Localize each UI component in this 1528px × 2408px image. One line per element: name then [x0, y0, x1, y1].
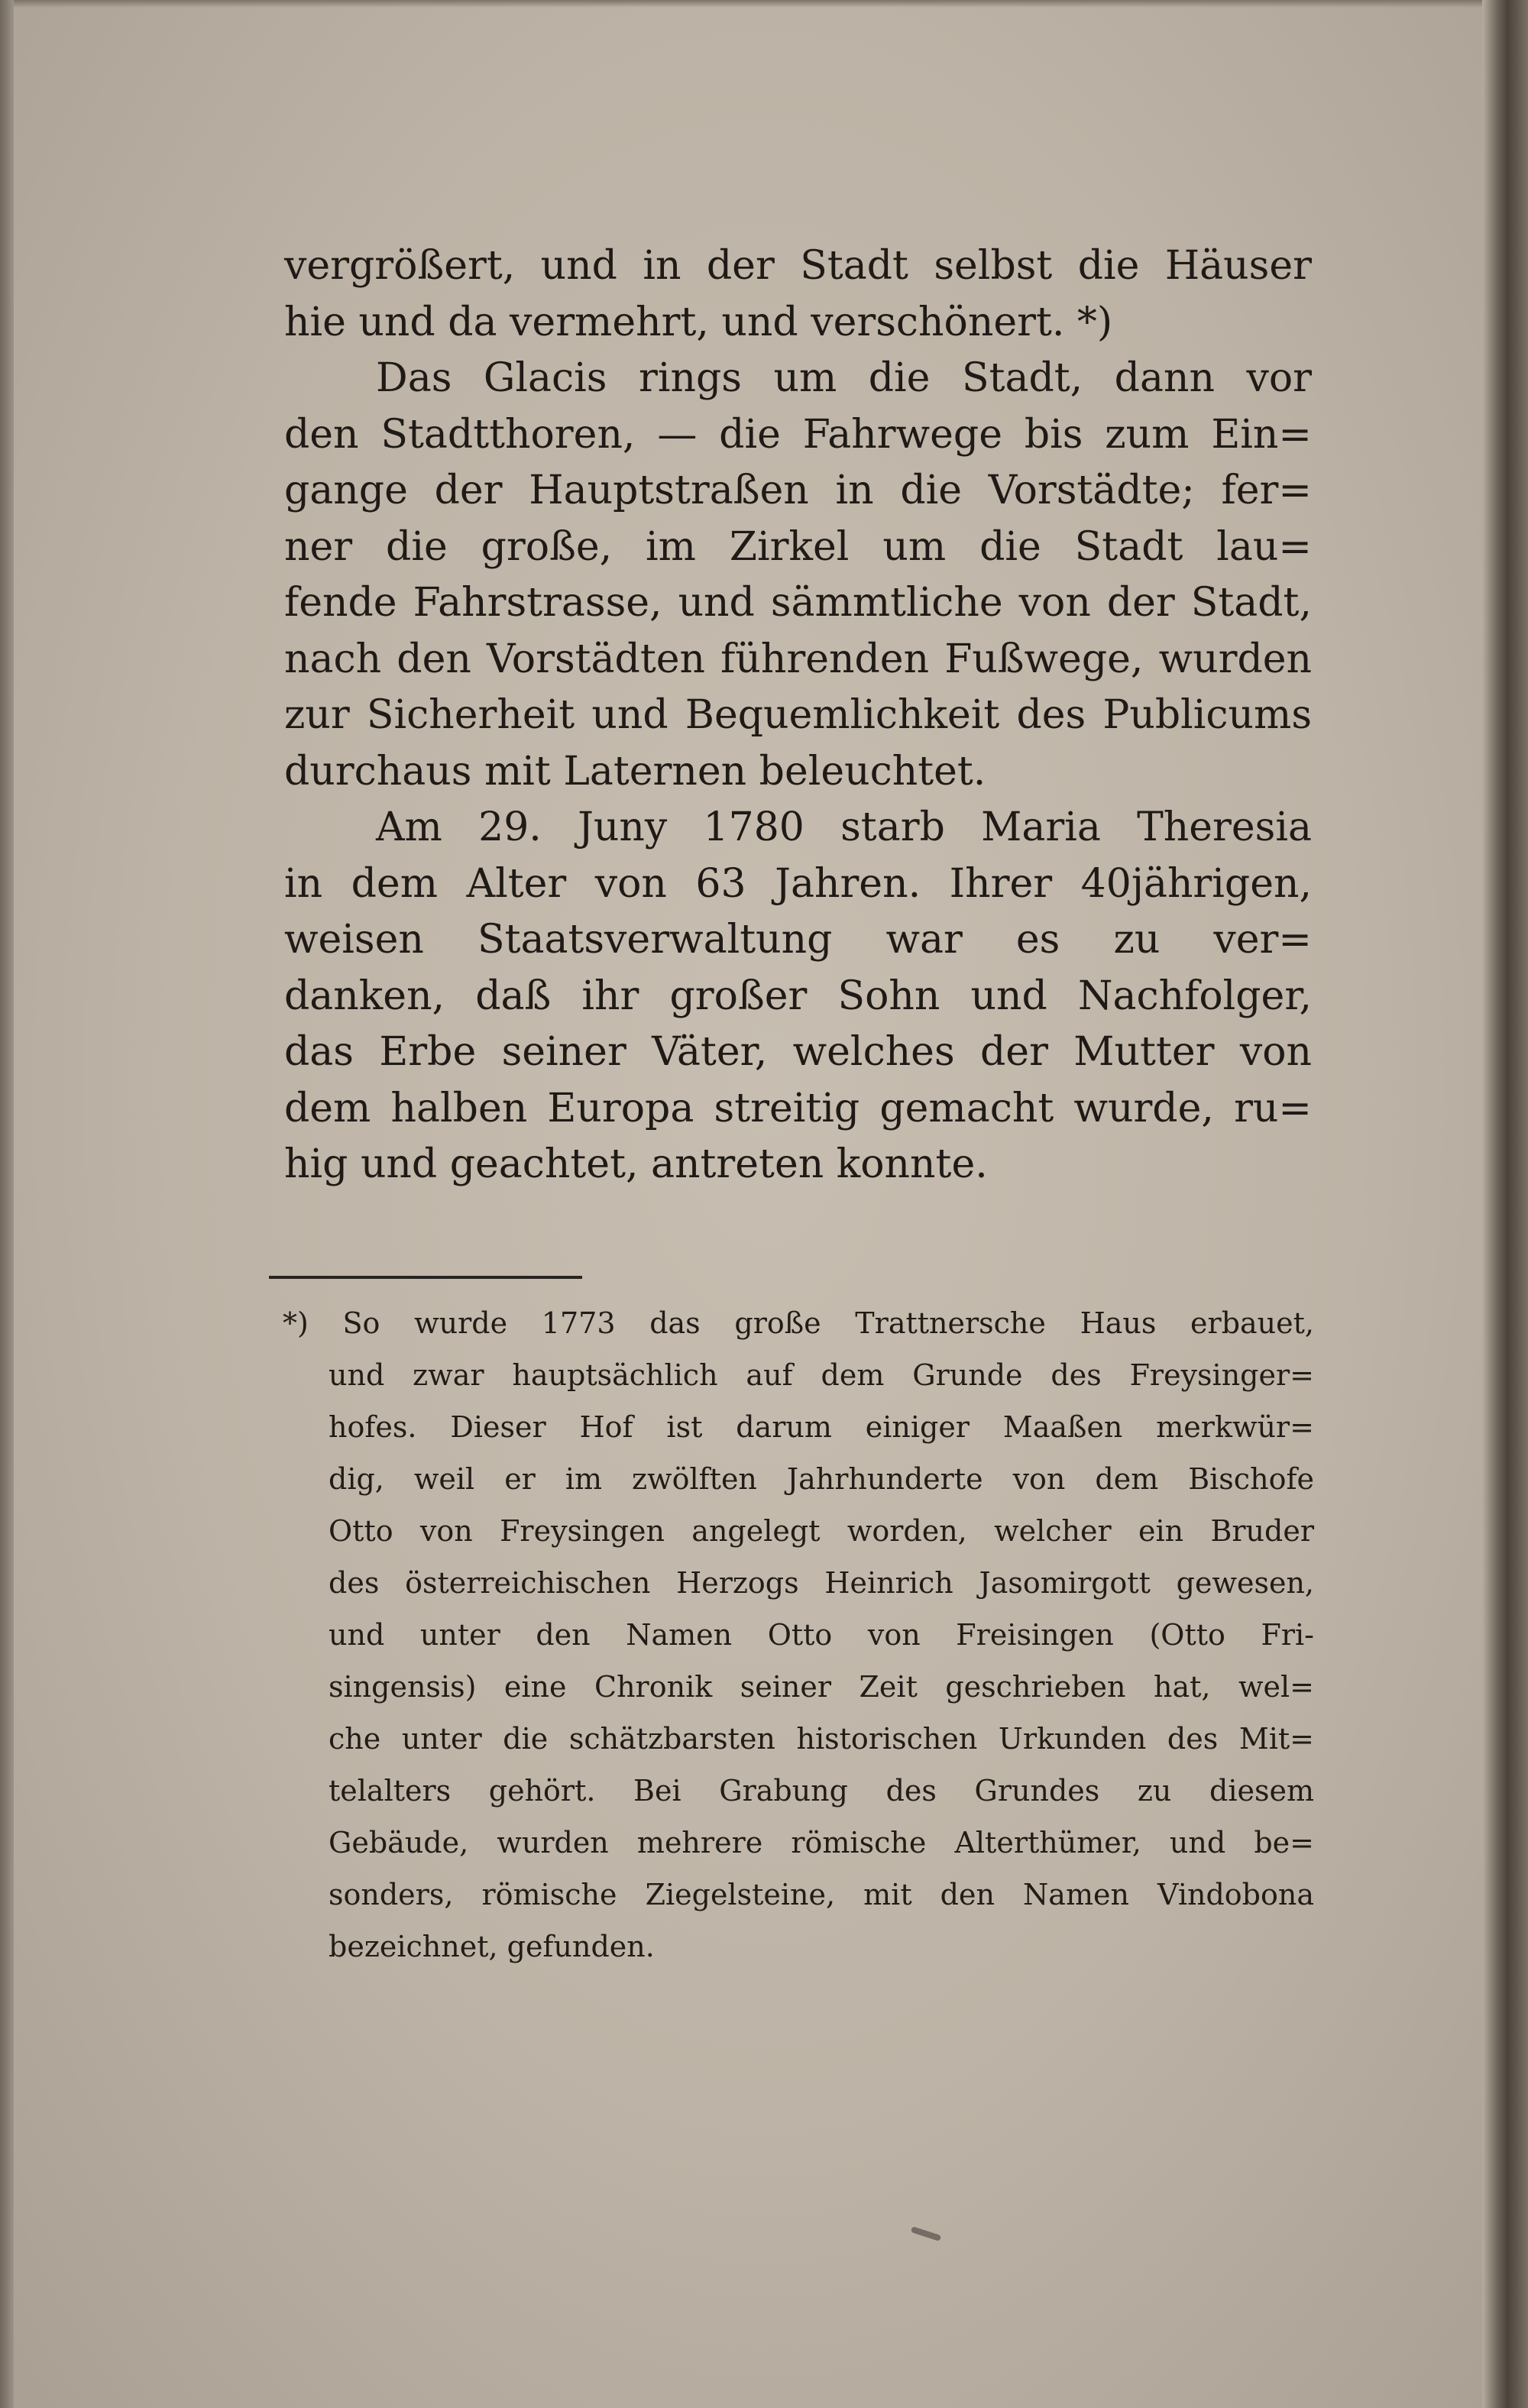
footnote-line: dig, weil er im zwölften Jahrhunderte von dem Bischofe [329, 1462, 1314, 1496]
main-text-line: danken, daß ihr großer Sohn und Nachfolger, [284, 973, 1312, 1019]
footnote-block [283, 1297, 1314, 1973]
paper-stain [911, 2226, 942, 2241]
footnote-line: telalters gehört. Bei Grabung des Grundes zu diesem [329, 1774, 1314, 1808]
main-text-line: den Stadtthoren, — die Fahrwege bis zum Ein= [284, 411, 1312, 458]
main-text-line: durchaus mit Laternen beleuchtet. [284, 748, 986, 795]
main-text-line: zur Sicherheit und Bequemlichkeit des Publicums [284, 692, 1312, 738]
main-text-line: vergrößert, und in der Stadt selbst die Häuser [284, 243, 1312, 289]
footnote-line: bezeichnet, gefunden. [329, 1930, 655, 1963]
page-left-edge [0, 0, 14, 2408]
footnote-line: che unter die schätzbarsten historischen Urkunden des Mit= [329, 1722, 1314, 1756]
footnote-line: sonders, römische Ziegelsteine, mit den Namen Vindobona [329, 1878, 1314, 1911]
footnote-line: Gebäude, wurden mehrere römische Alterthümer, und be= [329, 1826, 1314, 1859]
main-text-line: hie und da vermehrt, und verschönert. *) [284, 299, 1113, 345]
main-text-line: Am 29. Juny 1780 starb Maria Theresia [376, 804, 1312, 850]
page-binding-edge [1482, 0, 1528, 2408]
main-text-block [284, 238, 1312, 1193]
main-text-line: weisen Staatsverwaltung war es zu ver= [284, 917, 1312, 963]
footnote-line: hofes. Dieser Hof ist darum einiger Maaßen merkwür= [329, 1410, 1314, 1444]
footnote-line: singensis) eine Chronik seiner Zeit geschrieben hat, wel= [329, 1670, 1314, 1704]
page-top-edge [0, 0, 1528, 8]
main-text-line: ner die große, im Zirkel um die Stadt lau= [284, 523, 1312, 570]
main-text-line: dem halben Europa streitig gemacht wurde, ru= [284, 1085, 1312, 1131]
main-text-line: das Erbe seiner Väter, welches der Mutter von [284, 1029, 1312, 1075]
main-text-line: fende Fahrstrasse, und sämmtliche von der Stadt, [284, 580, 1312, 626]
main-text-line: nach den Vorstädten führenden Fußwege, wurden [284, 636, 1312, 682]
footnote-line: und zwar hauptsächlich auf dem Grunde des Freysinger= [329, 1358, 1314, 1392]
footnote-line: *) So wurde 1773 das große Trattnersche Haus erbauet, [283, 1306, 1314, 1340]
main-text-line: gange der Hauptstraßen in die Vorstädte; fer= [284, 468, 1312, 513]
main-text-line: Das Glacis rings um die Stadt, dann vor [376, 355, 1312, 401]
footnote-line: Otto von Freysingen angelegt worden, welcher ein Bruder [329, 1514, 1314, 1548]
footnote-line: und unter den Namen Otto von Freisingen (Otto Fri- [329, 1618, 1314, 1652]
footnote-line: des österreichischen Herzogs Heinrich Jasomirgott gewesen, [329, 1566, 1314, 1600]
footnote-divider [269, 1276, 582, 1279]
main-text-line: in dem Alter von 63 Jahren. Ihrer 40jährigen, [284, 860, 1312, 907]
main-text-line: hig und geachtet, antreten konnte. [284, 1141, 988, 1187]
